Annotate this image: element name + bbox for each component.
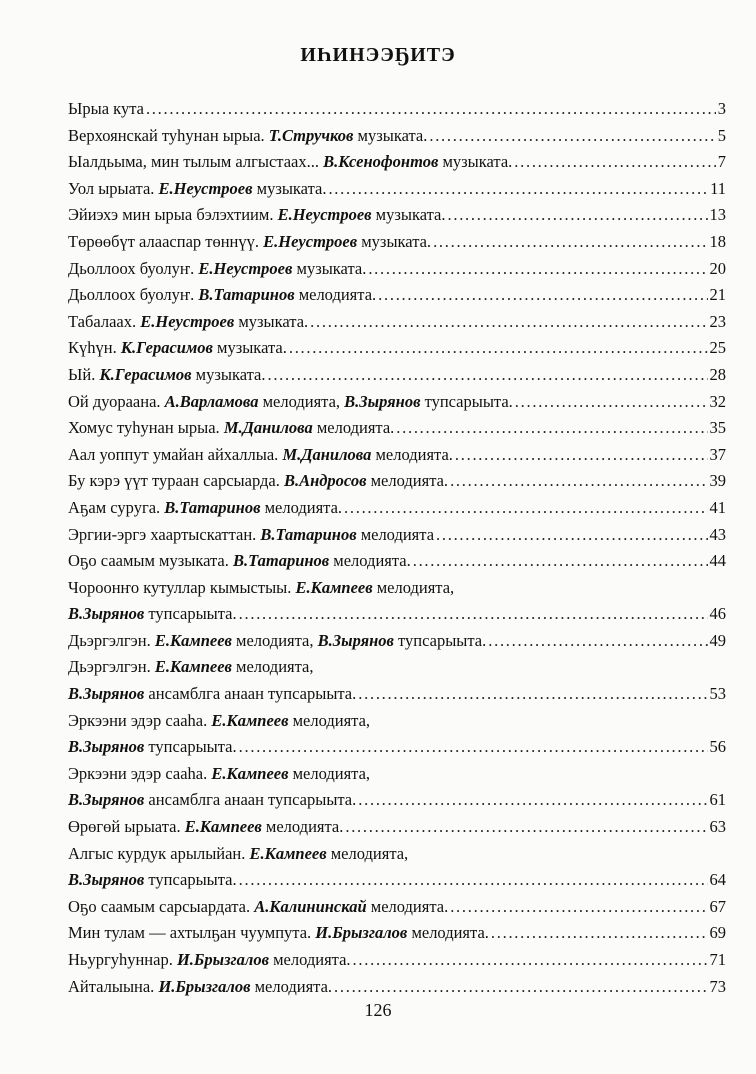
toc-page-number: 43 — [709, 524, 726, 544]
toc-page-number: 71 — [709, 950, 726, 969]
toc-entry — [68, 628, 726, 655]
toc-leader-dots — [455, 442, 708, 469]
toc-author: В.Зырянов — [68, 737, 145, 757]
toc-role: музыката. — [191, 364, 266, 384]
toc-leader-dots — [239, 601, 708, 628]
toc-author: И.Брызгалов — [315, 923, 408, 943]
toc-song-title: Оҕо саамым сарсыардата. — [68, 896, 255, 916]
toc-entry — [68, 309, 726, 336]
toc-song-title: Ырыа кута — [68, 99, 144, 118]
toc-entry-text — [68, 495, 342, 522]
toc-song-title: Айталыына. — [68, 976, 159, 996]
toc-author: И.Брызгалов — [176, 950, 269, 969]
toc-entry — [68, 654, 726, 681]
toc-page-number: 28 — [709, 364, 726, 384]
toc-leader-dots — [378, 282, 707, 309]
toc-author: Т.Стручков — [268, 125, 354, 145]
toc-entry-text — [68, 229, 431, 256]
toc-entry — [68, 575, 726, 602]
toc-entry — [68, 734, 726, 761]
toc-entry — [68, 920, 726, 947]
toc-song-title: Эйиэхэ мин ырыа бэлэхтиим. — [68, 205, 278, 225]
toc-entry — [68, 974, 726, 1001]
toc-page-number: 39 — [709, 471, 726, 491]
toc-leader-dots — [448, 202, 708, 229]
toc-page-number: 21 — [709, 285, 726, 305]
toc-entry-text — [68, 947, 351, 974]
toc-leader-dots — [433, 229, 707, 256]
toc-entry-text — [68, 123, 427, 150]
toc-entry-text — [68, 96, 144, 123]
toc-page-number: 67 — [709, 896, 726, 916]
toc-entry — [68, 468, 726, 495]
toc-role: музыката. — [438, 152, 513, 172]
toc-entry — [68, 335, 726, 362]
toc-entry — [68, 867, 726, 894]
toc-song-title: Дьэргэлгэн. — [68, 630, 155, 650]
toc-author: М.Данилова — [223, 418, 313, 438]
toc-song-title: Эркээни эдэр сааһа. — [68, 710, 212, 730]
toc-leader-dots — [514, 149, 715, 176]
toc-song-title: Ыалдьыма, мин тылым алгыстаах... — [68, 152, 324, 172]
toc-entry-text — [68, 787, 356, 814]
toc-leader-dots — [413, 548, 708, 575]
toc-entry-text — [68, 256, 366, 283]
toc-entry-text — [68, 894, 448, 921]
toc-entry-text — [68, 176, 326, 203]
toc-entry — [68, 601, 726, 628]
toc-entry-text — [68, 708, 370, 735]
toc-page-number: 61 — [709, 790, 726, 810]
toc-page-number: 3 — [717, 99, 726, 118]
toc-role: мелодията. — [371, 444, 453, 464]
toc-author: Е.Кампеев — [211, 710, 289, 730]
toc-role: ансамблга анаан тупсарыыта. — [144, 790, 357, 810]
toc-author: К.Герасимов — [120, 338, 213, 358]
toc-song-title: Дьоллоох буолуҥ. — [68, 258, 199, 278]
toc-song-title: Оҕо саамым музыката. — [68, 551, 233, 571]
toc-song-title: Хомус туһунан ырыа. — [68, 418, 224, 438]
toc-entry — [68, 415, 726, 442]
toc-leader-dots — [358, 681, 707, 708]
toc-song-title: Дьэргэлгэн. — [68, 657, 155, 677]
toc-author: В.Зырянов — [344, 391, 421, 411]
toc-entry-text — [68, 468, 448, 495]
toc-page-number: 53 — [709, 684, 726, 704]
toc-author: Е.Кампеев — [184, 817, 262, 837]
table-of-contents — [68, 96, 726, 1000]
toc-entry-text — [68, 548, 411, 575]
toc-song-title: Чороонҥо кутуллар кымыстыы. — [68, 577, 296, 597]
toc-entry — [68, 681, 726, 708]
toc-role: мелодията, — [231, 630, 318, 650]
toc-author: В.Татаринов — [198, 285, 295, 305]
toc-entry — [68, 256, 726, 283]
toc-entry — [68, 362, 726, 389]
toc-role: тупсарыыта. — [393, 630, 487, 650]
toc-author: В.Татаринов — [233, 551, 330, 571]
toc-role: музыката. — [212, 338, 287, 358]
toc-entry-text — [68, 415, 394, 442]
toc-entry-text — [68, 149, 512, 176]
toc-author: В.Зырянов — [68, 870, 145, 890]
toc-author: Е.Кампеев — [154, 657, 232, 677]
toc-entry-text — [68, 442, 453, 469]
toc-leader-dots — [239, 734, 708, 761]
toc-author: Е.Неустроев — [140, 311, 235, 331]
toc-page-number: 44 — [709, 551, 726, 571]
toc-role: мелодията. — [268, 950, 351, 969]
toc-leader-dots — [358, 787, 707, 814]
toc-author: В.Зырянов — [68, 790, 145, 810]
toc-author: Е.Кампеев — [154, 630, 232, 650]
toc-page-number: 25 — [709, 338, 726, 358]
toc-leader-dots — [328, 176, 708, 203]
toc-role: музыката. — [252, 178, 327, 198]
toc-page-number: 73 — [709, 976, 726, 996]
toc-role: мелодията. — [294, 285, 377, 305]
toc-entry-text — [68, 920, 489, 947]
toc-song-title: Табалаах. — [68, 311, 141, 331]
toc-author: В.Зырянов — [68, 684, 145, 704]
toc-entry-text — [68, 202, 446, 229]
toc-song-title: Өрөгөй ырыата. — [68, 817, 185, 837]
toc-leader-dots — [289, 335, 708, 362]
toc-page-number: 5 — [717, 125, 726, 145]
toc-role: тупсарыыта. — [144, 870, 237, 890]
toc-leader-dots — [239, 867, 708, 894]
toc-entry-text — [68, 761, 370, 788]
toc-leader-dots — [491, 920, 708, 947]
toc-leader-dots — [310, 309, 707, 336]
toc-role: мелодията. — [329, 551, 411, 571]
toc-page-number: 49 — [709, 630, 726, 650]
toc-author: Е.Кампеев — [249, 843, 327, 863]
toc-entry — [68, 522, 726, 549]
toc-song-title: Ньургуһуннар. — [68, 950, 177, 969]
toc-song-title: Дьоллоох буолуҥ. — [68, 285, 199, 305]
toc-role: мелодията. — [260, 497, 343, 517]
toc-entry-text — [68, 734, 237, 761]
toc-role: музыката. — [357, 231, 432, 251]
toc-role: мелодията. — [312, 418, 395, 438]
toc-song-title: Алгыс курдук арылыйан. — [68, 843, 250, 863]
toc-entry — [68, 708, 726, 735]
toc-role: тупсарыыта. — [144, 737, 237, 757]
toc-song-title: Эркээни эдэр сааһа. — [68, 763, 212, 783]
toc-entry — [68, 814, 726, 841]
toc-page-number: 37 — [709, 444, 726, 464]
toc-song-title: Ый. — [68, 364, 100, 384]
toc-leader-dots — [334, 974, 707, 1001]
toc-author: Е.Неустроев — [158, 178, 253, 198]
toc-entry-text — [68, 575, 454, 602]
toc-page-number: 20 — [709, 258, 726, 278]
toc-author: Е.Неустроев — [263, 231, 358, 251]
toc-leader-dots — [450, 468, 707, 495]
toc-entry-text — [68, 522, 434, 549]
toc-leader-dots — [344, 495, 707, 522]
toc-entry — [68, 442, 726, 469]
toc-role: мелодията, — [288, 710, 371, 730]
toc-author: В.Ксенофонтов — [323, 152, 439, 172]
toc-song-title: Верхоянскай туһунан ырыа. — [68, 125, 269, 145]
toc-page-number: 11 — [710, 178, 726, 198]
toc-entry — [68, 495, 726, 522]
toc-song-title: Бу кэрэ үүт тураан сарсыарда. — [68, 471, 284, 491]
toc-leader-dots — [450, 894, 707, 921]
toc-leader-dots — [488, 628, 707, 655]
toc-author: В.Татаринов — [164, 497, 261, 517]
toc-role: тупсарыыта. — [420, 391, 513, 411]
toc-author: М.Данилова — [282, 444, 372, 464]
toc-entry — [68, 894, 726, 921]
toc-leader-dots — [267, 362, 707, 389]
toc-entry-text — [68, 282, 376, 309]
toc-role: музыката. — [234, 311, 309, 331]
toc-page-number: 64 — [709, 870, 726, 890]
toc-role: ансамблга анаан тупсарыыта. — [144, 684, 357, 704]
toc-role: мелодията. — [366, 471, 449, 491]
toc-entry-text — [68, 867, 237, 894]
toc-author: А.Варламова — [164, 391, 259, 411]
toc-author: Е.Кампеев — [295, 577, 373, 597]
toc-role: музыката. — [371, 205, 446, 225]
toc-entry-text — [68, 681, 356, 708]
toc-leader-dots — [368, 256, 707, 283]
toc-role: мелодията, — [372, 577, 455, 597]
toc-page-number: 46 — [709, 604, 726, 624]
toc-page-number: 41 — [709, 497, 726, 517]
toc-role: мелодията. — [366, 896, 449, 916]
toc-role: мелодията. — [250, 976, 333, 996]
toc-role: мелодията. — [261, 817, 344, 837]
toc-entry — [68, 389, 726, 416]
toc-entry — [68, 229, 726, 256]
toc-page-number: 35 — [709, 418, 726, 438]
toc-role: мелодията. — [407, 923, 489, 943]
toc-song-title: Ой дуораана. — [68, 391, 165, 411]
toc-entry — [68, 548, 726, 575]
toc-author: В.Татаринов — [260, 524, 357, 544]
toc-author: Е.Неустроев — [198, 258, 293, 278]
toc-page-number: 18 — [709, 231, 726, 251]
toc-song-title: Мин тулам — ахтылҕан чуумпута. — [68, 923, 316, 943]
toc-page-number: 56 — [709, 737, 726, 757]
toc-song-title: Аҕам суруга. — [68, 497, 165, 517]
toc-author: И.Брызгалов — [158, 976, 251, 996]
toc-entry — [68, 787, 726, 814]
toc-page-number: 69 — [709, 923, 726, 943]
toc-entry — [68, 282, 726, 309]
toc-entry-text — [68, 362, 265, 389]
toc-entry-text — [68, 841, 408, 868]
toc-leader-dots — [396, 415, 707, 442]
toc-page-number: 13 — [709, 205, 726, 225]
toc-author: Е.Неустроев — [277, 205, 372, 225]
toc-song-title: Аал уоппут умайан айхаллыа. — [68, 444, 283, 464]
toc-entry — [68, 947, 726, 974]
toc-entry — [68, 149, 726, 176]
toc-author: В.Зырянов — [68, 604, 145, 624]
toc-entry — [68, 176, 726, 203]
toc-role: мелодията, — [288, 763, 371, 783]
toc-entry-text — [68, 309, 308, 336]
toc-author: В.Зырянов — [317, 630, 394, 650]
toc-entry-text — [68, 601, 237, 628]
toc-page-number: 63 — [709, 817, 726, 837]
toc-entry-text — [68, 814, 343, 841]
toc-leader-dots — [353, 947, 708, 974]
toc-role: музыката. — [353, 125, 428, 145]
toc-leader-dots — [345, 814, 707, 841]
toc-entry-text — [68, 628, 486, 655]
toc-entry — [68, 123, 726, 150]
toc-entry — [68, 841, 726, 868]
toc-entry — [68, 761, 726, 788]
toc-author: Е.Кампеев — [211, 763, 289, 783]
toc-role: мелодията, — [231, 657, 314, 677]
toc-page-number: 7 — [717, 152, 726, 172]
toc-entry — [68, 96, 726, 123]
page-title: ИҺИНЭЭҔИТЭ — [300, 44, 456, 66]
toc-author: А.Калининскай — [254, 896, 367, 916]
toc-author: К.Герасимов — [99, 364, 192, 384]
toc-entry-text — [68, 974, 332, 1001]
toc-role: мелодията, — [258, 391, 345, 411]
toc-entry-text — [68, 335, 287, 362]
toc-song-title: Күһүн. — [68, 338, 121, 358]
toc-role: тупсарыыта. — [144, 604, 237, 624]
toc-author: В.Андросов — [283, 471, 367, 491]
toc-entry — [68, 202, 726, 229]
toc-leader-dots — [429, 123, 715, 150]
toc-entry-text — [68, 654, 313, 681]
page-number: 126 — [364, 1000, 392, 1020]
toc-leader-dots — [146, 96, 716, 123]
toc-role: мелодията — [356, 524, 435, 544]
toc-entry-text — [68, 389, 513, 416]
toc-leader-dots — [515, 389, 708, 416]
toc-song-title: Төрөөбүт алааспар төннүү. — [68, 231, 264, 251]
toc-leader-dots — [436, 522, 707, 549]
toc-song-title: Уол ырыата. — [68, 178, 159, 198]
toc-page-number: 32 — [709, 391, 726, 411]
toc-song-title: Эргии-эргэ хаартыскаттан. — [68, 524, 261, 544]
toc-page-number: 23 — [709, 311, 726, 331]
toc-role: мелодията, — [326, 843, 409, 863]
toc-role: музыката. — [292, 258, 367, 278]
